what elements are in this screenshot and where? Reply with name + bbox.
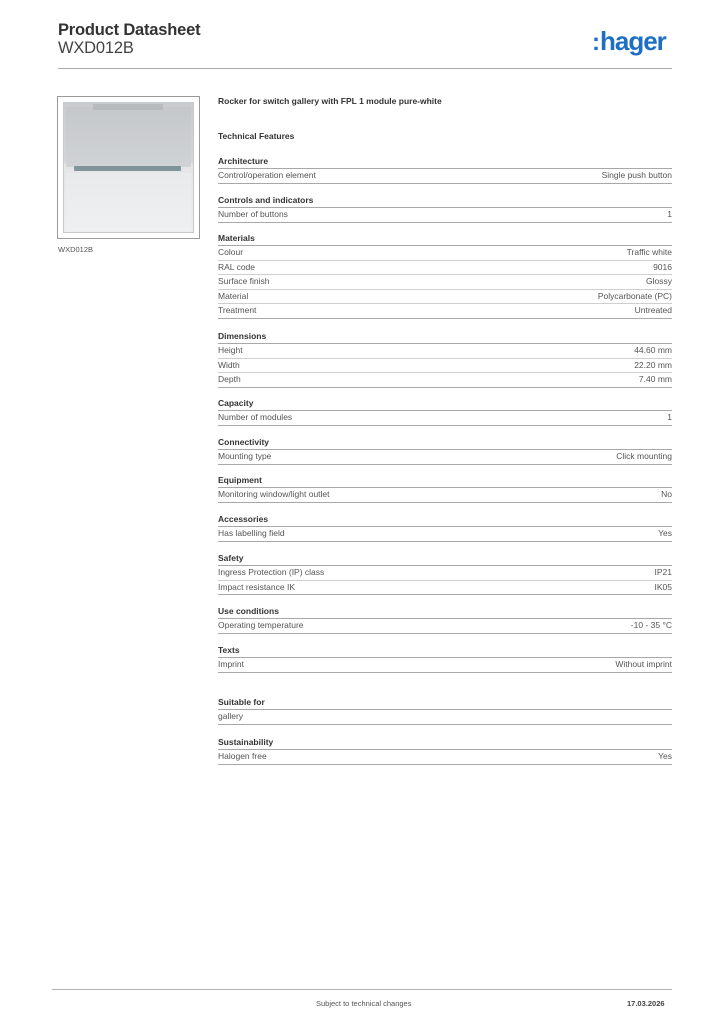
spec-value: 22.20 mm — [634, 359, 672, 370]
spec-value: Untreated — [634, 305, 672, 315]
spec-label: Operating temperature — [218, 620, 304, 630]
spec-label: Has labelling field — [218, 528, 285, 538]
spec-section-title: Capacity — [218, 398, 672, 411]
spec-label: Mounting type — [218, 451, 272, 461]
spec-label: Width — [218, 359, 240, 370]
spec-section — [218, 475, 672, 503]
spec-value: No — [661, 489, 672, 499]
spec-value: Yes — [658, 528, 672, 538]
spec-label: Colour — [218, 247, 244, 257]
spec-row — [218, 359, 672, 374]
spec-section-title: Dimensions — [218, 331, 672, 344]
spec-row — [218, 275, 672, 290]
spec-section-title: Sustainability — [218, 737, 672, 750]
spec-section-title: Use conditions — [218, 606, 672, 619]
spec-section — [218, 195, 672, 223]
spec-row — [218, 373, 672, 388]
spec-row — [218, 304, 672, 319]
spec-value: Yes — [658, 751, 672, 761]
rocker-illustration — [63, 102, 194, 233]
spec-row — [218, 750, 672, 765]
product-code: WXD012B — [58, 39, 134, 57]
brand-logo-text: hager — [600, 26, 666, 56]
footer-note: Subject to technical changes — [316, 999, 412, 1008]
spec-section — [218, 606, 672, 634]
spec-section-title: Suitable for — [218, 697, 672, 710]
spec-label: Height — [218, 345, 243, 355]
footer-divider — [52, 989, 672, 990]
spec-section — [218, 331, 672, 388]
spec-row — [218, 246, 672, 261]
product-image — [57, 96, 200, 239]
spec-section-title: Safety — [218, 553, 672, 566]
spec-label: Imprint — [218, 659, 244, 669]
spec-label: Number of buttons — [218, 209, 288, 219]
spec-value: IP21 — [654, 567, 672, 577]
spec-value: Glossy — [646, 276, 672, 286]
spec-row — [218, 411, 672, 426]
spec-section — [218, 737, 672, 765]
spec-section — [218, 437, 672, 465]
spec-section-title: Texts — [218, 645, 672, 658]
spec-label: Depth — [218, 374, 241, 384]
spec-section — [218, 514, 672, 542]
spec-row — [218, 581, 672, 596]
footer-date: 17.03.2026 — [627, 999, 665, 1008]
spec-section — [218, 697, 672, 725]
spec-value: -10 - 35 °C — [630, 620, 672, 630]
spec-section-title: Materials — [218, 233, 672, 246]
spec-value: 44.60 mm — [634, 345, 672, 355]
spec-row — [218, 261, 672, 276]
spec-section-title: Controls and indicators — [218, 195, 672, 208]
spec-value: 7.40 mm — [638, 374, 672, 384]
brand-logo — [592, 26, 666, 57]
spec-label: Impact resistance IK — [218, 581, 296, 592]
header-divider — [58, 68, 672, 69]
spec-value: 1 — [667, 209, 672, 219]
spec-label: gallery — [218, 711, 244, 721]
spec-section — [218, 156, 672, 184]
technical-features-heading: Technical Features — [218, 131, 295, 141]
spec-row — [218, 488, 672, 503]
spec-label: Halogen free — [218, 751, 267, 761]
spec-section-title: Connectivity — [218, 437, 672, 450]
spec-label: Number of modules — [218, 412, 293, 422]
product-description: Rocker for switch gallery with FPL 1 module pure-white — [218, 96, 442, 106]
spec-value: IK05 — [654, 581, 672, 592]
spec-value: Click mounting — [616, 451, 672, 461]
spec-row — [218, 208, 672, 223]
product-image-caption: WXD012B — [58, 245, 94, 254]
spec-section-title: Accessories — [218, 514, 672, 527]
spec-value: 9016 — [653, 261, 672, 272]
spec-row — [218, 527, 672, 542]
spec-value: Without imprint — [615, 659, 672, 669]
spec-label: Surface finish — [218, 276, 270, 286]
spec-section — [218, 553, 672, 595]
spec-row — [218, 710, 672, 725]
spec-label: Ingress Protection (IP) class — [218, 567, 325, 577]
spec-section-title: Equipment — [218, 475, 672, 488]
spec-label: RAL code — [218, 261, 256, 272]
spec-label: Control/operation element — [218, 170, 316, 180]
spec-value: Polycarbonate (PC) — [597, 290, 672, 301]
spec-row — [218, 290, 672, 305]
spec-value: Single push button — [601, 170, 672, 180]
spec-label: Material — [218, 290, 249, 301]
spec-value: Traffic white — [626, 247, 672, 257]
page-title: Product Datasheet — [58, 21, 201, 39]
spec-row — [218, 566, 672, 581]
brand-logo-prefix: : — [592, 29, 599, 56]
spec-section — [218, 233, 672, 319]
spec-section-title: Architecture — [218, 156, 672, 169]
spec-label: Monitoring window/light outlet — [218, 489, 330, 499]
spec-row — [218, 344, 672, 359]
spec-row — [218, 619, 672, 634]
spec-section — [218, 398, 672, 426]
spec-value: 1 — [667, 412, 672, 422]
spec-row — [218, 169, 672, 184]
spec-row — [218, 450, 672, 465]
spec-section — [218, 645, 672, 673]
spec-label: Treatment — [218, 305, 257, 315]
spec-row — [218, 658, 672, 673]
